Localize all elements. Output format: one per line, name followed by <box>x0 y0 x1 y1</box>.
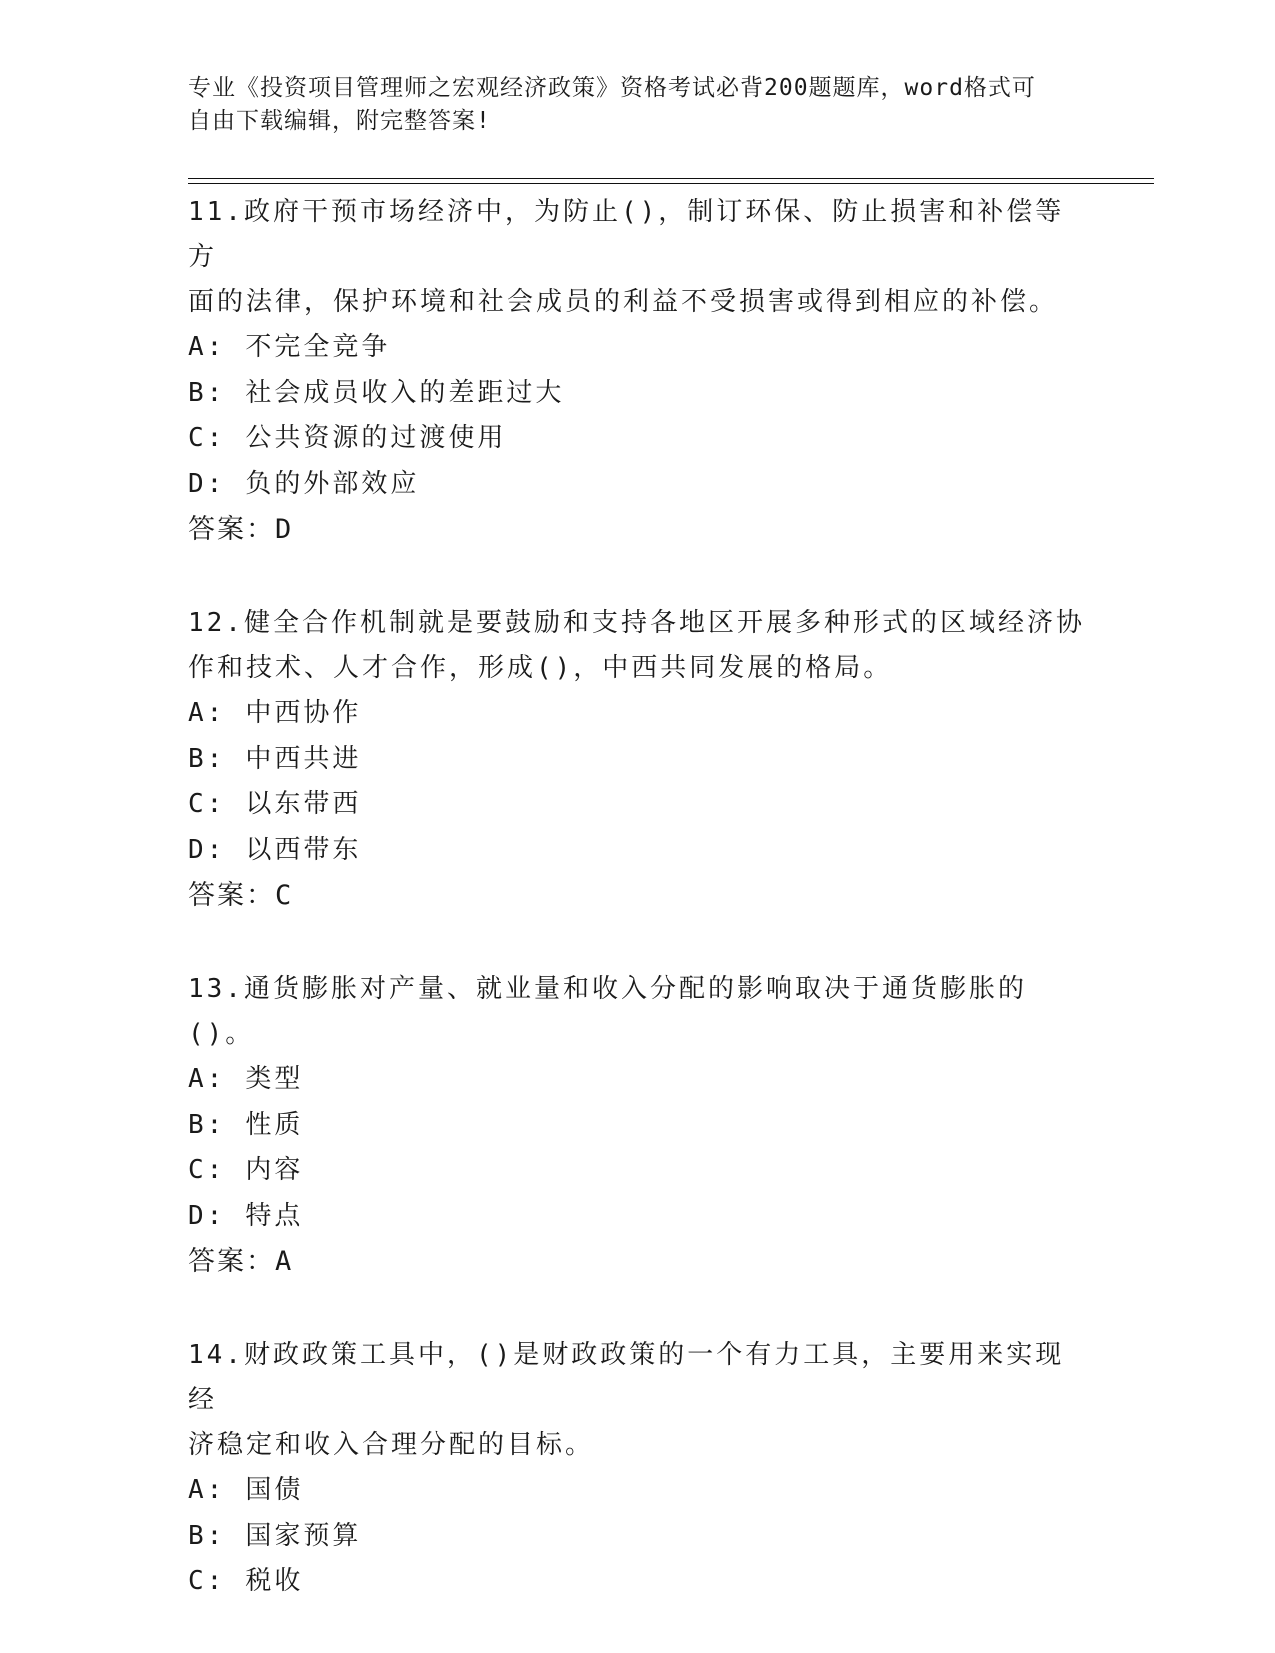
option-letter: C: <box>188 789 226 819</box>
option-text: 税收 <box>245 1566 304 1596</box>
option-text: 国家预算 <box>245 1520 362 1551</box>
option-letter: D: <box>188 834 226 865</box>
question-11 <box>188 190 1088 553</box>
option-text: 公共资源的过渡使用 <box>245 423 507 453</box>
option-letter: C: <box>188 423 226 453</box>
option-text: 社会成员收入的差距过大 <box>245 377 565 408</box>
document-header <box>188 72 1068 138</box>
option-a <box>188 1057 1088 1103</box>
option-letter: A: <box>188 332 226 362</box>
question-13 <box>188 967 1088 1285</box>
header-line-1: 专业《投资项目管理师之宏观经济政策》资格考试必背200题题库，word格式可 <box>188 75 1036 101</box>
option-d <box>188 1194 1088 1240</box>
question-stem-line: 作和技术、人才合作，形成()，中西共同发展的格局。 <box>188 653 893 683</box>
option-letter: C: <box>188 1155 226 1185</box>
question-stem-line: 面的法律，保护环境和社会成员的利益不受损害或得到相应的补偿。 <box>188 287 1059 317</box>
option-c <box>188 782 1088 828</box>
option-text: 负的外部效应 <box>245 468 420 499</box>
answer-label: 答案：C <box>188 880 294 911</box>
option-text: 中西协作 <box>245 698 362 728</box>
question-stem-line: 14.财政政策工具中，()是财政政策的一个有力工具，主要用来实现经 <box>188 1340 1065 1415</box>
answer-label: 答案：D <box>188 514 294 545</box>
option-text: 内容 <box>245 1155 304 1185</box>
question-stem-line: 11.政府干预市场经济中，为防止()，制订环保、防止损害和补偿等方 <box>188 197 1065 272</box>
question-14 <box>188 1333 1088 1605</box>
option-text: 不完全竞争 <box>245 332 391 362</box>
option-c <box>188 416 1088 462</box>
question-stem-line: 13.通货膨胀对产量、就业量和收入分配的影响取决于通货膨胀的()。 <box>188 974 1027 1049</box>
question-list <box>188 190 1088 1653</box>
option-text: 类型 <box>245 1064 304 1094</box>
option-text: 国债 <box>245 1475 304 1505</box>
header-line-2: 自由下载编辑，附完整答案! <box>188 108 491 134</box>
option-c <box>188 1148 1088 1194</box>
option-letter: D: <box>188 468 226 499</box>
option-letter: B: <box>188 377 226 408</box>
option-text: 中西共进 <box>245 743 362 774</box>
option-text: 性质 <box>245 1109 304 1140</box>
option-letter: A: <box>188 698 226 728</box>
option-letter: A: <box>188 1475 226 1505</box>
answer-label: 答案：A <box>188 1246 294 1277</box>
option-b <box>188 737 1088 783</box>
question-12 <box>188 601 1088 919</box>
option-letter: B: <box>188 1520 226 1551</box>
option-c <box>188 1559 1088 1605</box>
option-text: 以东带西 <box>245 789 362 819</box>
option-letter: A: <box>188 1064 226 1094</box>
option-b <box>188 1103 1088 1149</box>
option-letter: B: <box>188 1109 226 1140</box>
question-stem-line: 济稳定和收入合理分配的目标。 <box>188 1430 595 1460</box>
option-letter: C: <box>188 1566 226 1596</box>
option-letter: D: <box>188 1200 226 1231</box>
option-b <box>188 1514 1088 1560</box>
option-d <box>188 828 1088 874</box>
header-rule-top <box>188 178 1154 179</box>
option-b <box>188 371 1088 417</box>
option-text: 以西带东 <box>245 834 362 865</box>
question-stem-line: 12.健全合作机制就是要鼓励和支持各地区开展多种形式的区域经济协 <box>188 608 1085 638</box>
option-a <box>188 325 1088 371</box>
option-text: 特点 <box>245 1200 304 1231</box>
option-letter: B: <box>188 743 226 774</box>
option-d <box>188 462 1088 508</box>
option-a <box>188 691 1088 737</box>
header-rule-bottom <box>188 183 1154 184</box>
option-a <box>188 1468 1088 1514</box>
